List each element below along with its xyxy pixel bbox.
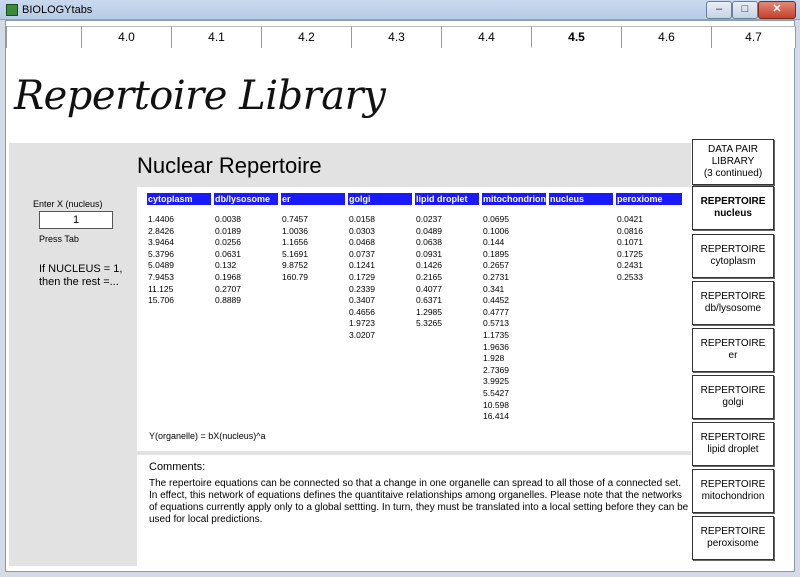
value-cell: 9.8752 — [282, 260, 308, 271]
repertoire-cytoplasm-button[interactable] — [692, 234, 774, 278]
column-cytoplasm — [147, 193, 211, 307]
value-cell: 0.4777 — [483, 306, 509, 317]
value-cell: 2.8426 — [148, 225, 174, 236]
window-title: BIOLOGYtabs — [22, 4, 93, 16]
data-pair-library-button[interactable] — [692, 139, 774, 185]
column-header: lipid droplet — [415, 193, 479, 205]
value-cell: 0.4077 — [416, 283, 442, 294]
main-window — [5, 20, 795, 572]
side-button-line: REPERTOIRE — [700, 196, 766, 207]
repertoire-mitochondrion-button[interactable] — [692, 469, 774, 513]
value-cell: 0.0489 — [416, 225, 442, 236]
tab-bar — [6, 26, 796, 48]
value-cell: 0.132 — [215, 260, 237, 271]
maximize-button[interactable]: □ — [732, 1, 758, 19]
value-cell: 3.9464 — [148, 237, 174, 248]
value-cell: 5.1691 — [282, 248, 308, 259]
side-button-line: REPERTOIRE — [700, 291, 766, 302]
column-lipid-droplet — [415, 193, 479, 330]
side-button-line: REPERTOIRE — [700, 479, 766, 490]
value-cell: 0.2731 — [483, 271, 509, 282]
value-cell: 0.341 — [483, 283, 505, 294]
value-cell: 0.0468 — [349, 237, 375, 248]
value-cell: 0.4656 — [349, 306, 375, 317]
app-icon — [6, 4, 18, 16]
column-db-lysosome — [214, 193, 278, 307]
column-values — [482, 214, 546, 423]
column-nucleus — [549, 193, 613, 214]
value-cell: 0.0303 — [349, 225, 375, 236]
side-button-line: REPERTOIRE — [700, 244, 766, 255]
side-button-line: mitochondrion — [701, 491, 765, 502]
data-table — [137, 187, 691, 451]
repertoire-golgi-button[interactable] — [692, 375, 774, 419]
value-cell: 0.0158 — [349, 214, 375, 224]
tab-4-4[interactable]: 4.4 — [441, 26, 531, 48]
column-values — [348, 214, 412, 342]
tab-4-1[interactable]: 4.1 — [171, 26, 261, 48]
column-header: peroxiome — [616, 193, 682, 205]
value-cell: 11.125 — [148, 283, 174, 294]
x-input[interactable]: 1 — [39, 211, 113, 229]
value-cell: 2.7369 — [483, 364, 509, 375]
value-cell: 0.1241 — [349, 260, 375, 271]
side-button-line: DATA PAIR — [707, 144, 758, 155]
side-button-line: REPERTOIRE — [700, 338, 766, 349]
value-cell: 1.2985 — [416, 306, 442, 317]
value-cell: 3.9925 — [483, 376, 509, 387]
value-cell: 0.0695 — [483, 214, 509, 224]
repertoire-peroxisome-button[interactable] — [692, 516, 774, 560]
value-cell: 0.0816 — [617, 225, 643, 236]
column-er — [281, 193, 345, 284]
column-header: er — [281, 193, 345, 205]
value-cell: 1.928 — [483, 353, 505, 364]
value-cell: 1.9636 — [483, 341, 509, 352]
side-button-line: cytoplasm — [710, 256, 756, 267]
x-input-label: Enter X (nucleus) — [33, 199, 103, 209]
value-cell: 1.0036 — [282, 225, 308, 236]
value-cell: 0.1729 — [349, 271, 375, 282]
tab-4-0[interactable]: 4.0 — [81, 26, 171, 48]
value-cell: 5.5427 — [483, 387, 509, 398]
column-mitochondrion — [482, 193, 546, 423]
value-cell: 0.0189 — [215, 225, 241, 236]
value-cell: 0.1725 — [617, 248, 643, 259]
value-cell: 0.2533 — [617, 271, 643, 282]
value-cell: 0.2657 — [483, 260, 509, 271]
nucleus-note: If NUCLEUS = 1, then the rest =... — [39, 263, 123, 288]
repertoire-title: Nuclear Repertoire — [137, 153, 322, 178]
repertoire-er-button[interactable] — [692, 328, 774, 372]
side-button-line: REPERTOIRE — [700, 526, 766, 537]
tab-4-3[interactable]: 4.3 — [351, 26, 441, 48]
value-cell: 0.1071 — [617, 237, 643, 248]
value-cell: 0.8889 — [215, 295, 241, 306]
value-cell: 0.6371 — [416, 295, 442, 306]
value-cell: 0.5713 — [483, 318, 509, 329]
value-cell: 0.2339 — [349, 283, 375, 294]
equation-label: Y(organelle) = bX(nucleus)^a — [149, 431, 266, 441]
value-cell: 0.0038 — [215, 214, 241, 224]
column-peroxiome — [616, 193, 682, 284]
value-cell: 0.0237 — [416, 214, 442, 224]
side-button-line: golgi — [722, 397, 744, 408]
repertoire-db-lysosome-button[interactable] — [692, 281, 774, 325]
close-button[interactable]: ✕ — [758, 1, 796, 19]
title-bar — [0, 0, 800, 20]
column-values — [147, 214, 211, 307]
value-cell: 10.598 — [483, 399, 509, 410]
column-header: nucleus — [549, 193, 613, 205]
tab-4-2[interactable]: 4.2 — [261, 26, 351, 48]
column-header: db/lysosome — [214, 193, 278, 205]
value-cell: 0.2707 — [215, 283, 241, 294]
repertoire-panel — [9, 143, 691, 566]
column-golgi — [348, 193, 412, 342]
value-cell: 5.3265 — [416, 318, 442, 329]
value-cell: 1.1735 — [483, 329, 509, 340]
value-cell: 0.4452 — [483, 295, 509, 306]
column-values — [616, 214, 682, 284]
value-cell: 5.0489 — [148, 260, 174, 271]
repertoire-lipid-droplet-button[interactable] — [692, 422, 774, 466]
value-cell: 0.0631 — [215, 248, 241, 259]
press-tab-hint: Press Tab — [39, 234, 79, 244]
tab-4-7[interactable]: 4.7 — [711, 26, 796, 48]
value-cell: 0.0421 — [617, 214, 643, 224]
side-button-line: er — [728, 350, 738, 361]
side-button-line: lipid droplet — [707, 444, 759, 455]
tab-blank[interactable] — [6, 26, 81, 48]
side-button-line: peroxisome — [707, 538, 759, 549]
side-button-line: nucleus — [714, 208, 752, 219]
comments-box — [137, 455, 691, 566]
value-cell: 0.0931 — [416, 248, 442, 259]
value-cell: 160.79 — [282, 271, 308, 282]
value-cell: 0.1006 — [483, 225, 509, 236]
repertoire-nucleus-button[interactable] — [692, 186, 774, 230]
side-button-line: LIBRARY — [711, 156, 755, 167]
side-button-line: REPERTOIRE — [700, 432, 766, 443]
side-button-line: REPERTOIRE — [700, 385, 766, 396]
comments-text: The repertoire equations can be connected so that a change in one organelle can spread to all those of a connected set. In effect, this network of equations defines the quantitaive relationships among organelles. Please note that the networks of equations currently apply only to a global settting. In turn, they must be translated into a local setting before they can be used for local predictions. — [149, 478, 689, 525]
value-cell: 15.706 — [148, 295, 174, 306]
side-button-line: (3 continued) — [703, 168, 763, 179]
side-button-line: db/lysosome — [704, 303, 762, 314]
library-title: Repertoire Library — [14, 73, 386, 119]
column-header: cytoplasm — [147, 193, 211, 205]
value-cell: 1.4406 — [148, 214, 174, 224]
column-header: mitochondrion — [483, 194, 546, 204]
column-values — [415, 214, 479, 330]
value-cell: 0.2431 — [617, 260, 643, 271]
value-cell: 0.2165 — [416, 271, 442, 282]
value-cell: 0.7457 — [282, 214, 308, 224]
column-header: golgi — [348, 193, 412, 205]
value-cell: 1.1656 — [282, 237, 308, 248]
comments-label: Comments: — [149, 461, 206, 473]
value-cell: 1.9723 — [349, 318, 375, 329]
value-cell: 0.144 — [483, 237, 505, 248]
value-cell: 5.3796 — [148, 248, 174, 259]
tab-4-5[interactable]: 4.5 — [531, 26, 621, 48]
value-cell: 3.0207 — [349, 329, 375, 340]
value-cell: 0.0256 — [215, 237, 241, 248]
value-cell: 0.1968 — [215, 271, 241, 282]
column-values — [281, 214, 345, 284]
value-cell: 7.9453 — [148, 271, 174, 282]
value-cell: 0.3407 — [349, 295, 375, 306]
value-cell: 0.1895 — [483, 248, 509, 259]
value-cell: 0.0737 — [349, 248, 375, 259]
minimize-button[interactable]: – — [706, 1, 732, 19]
value-cell: 16.414 — [483, 411, 509, 422]
value-cell: 0.0638 — [416, 237, 442, 248]
column-values — [214, 214, 278, 307]
value-cell: 0.1426 — [416, 260, 442, 271]
tab-4-6[interactable]: 4.6 — [621, 26, 711, 48]
